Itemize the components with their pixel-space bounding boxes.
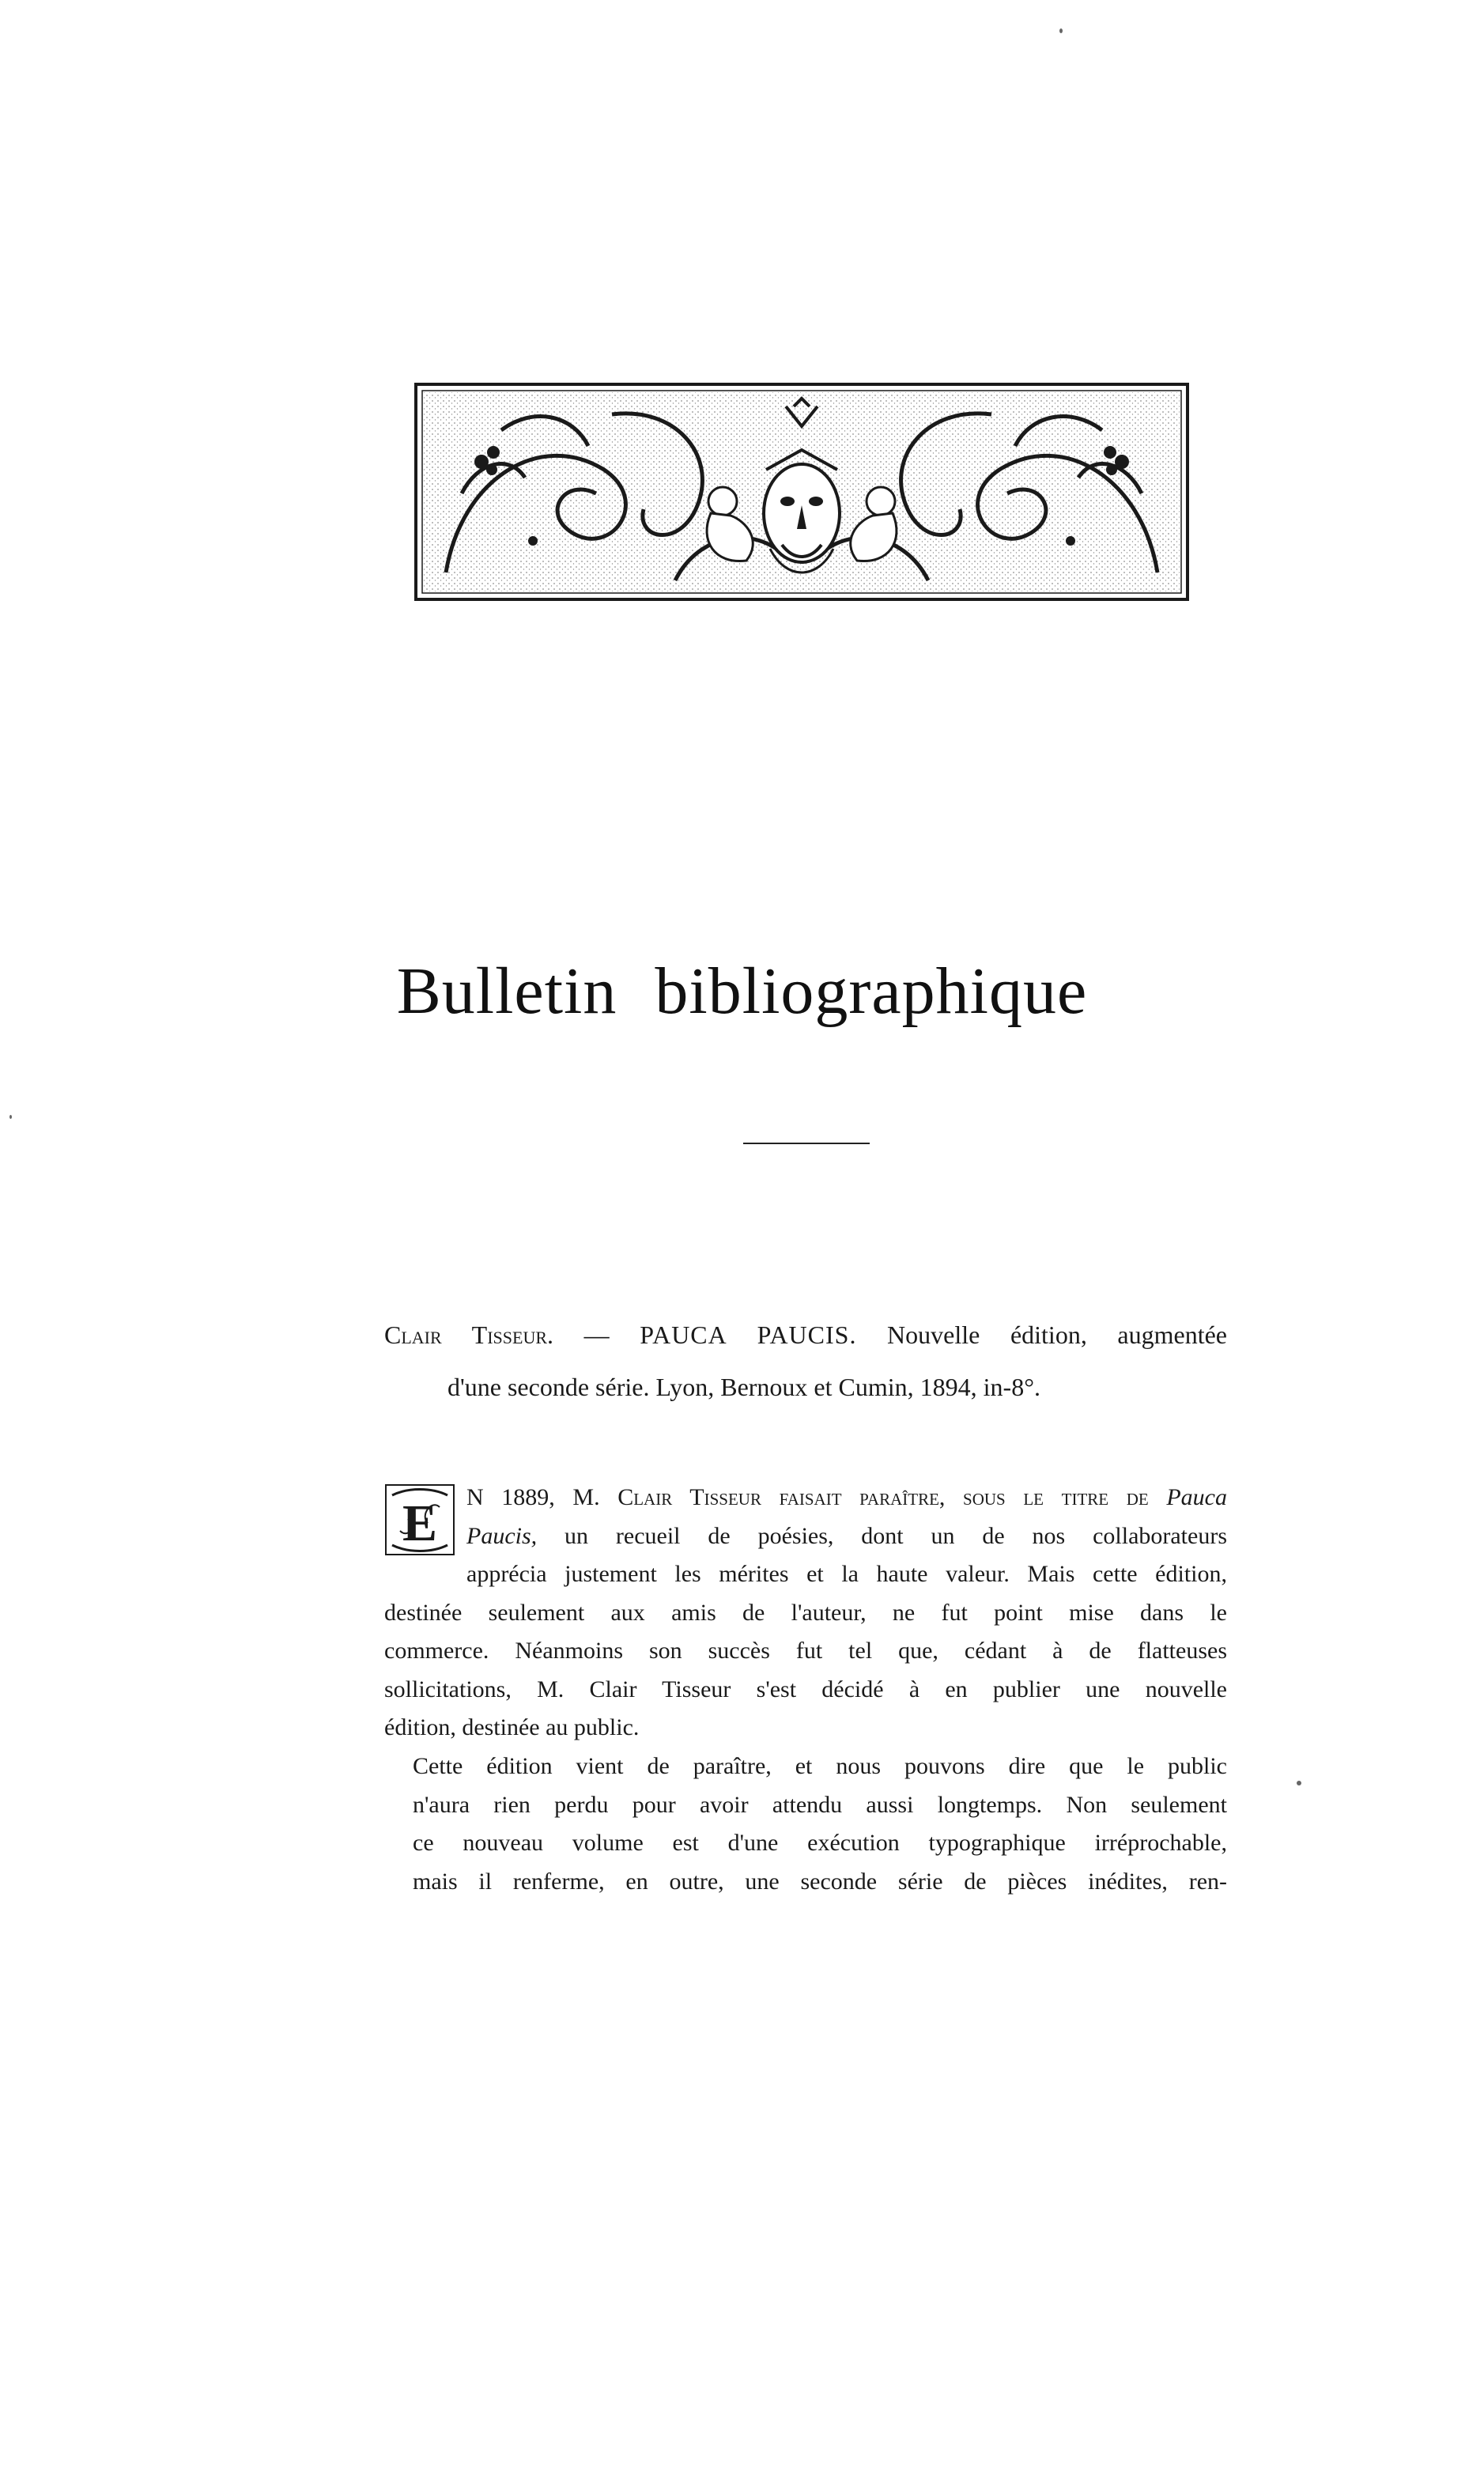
italic-paucis: Paucis, bbox=[466, 1522, 538, 1549]
review-paragraph-1 bbox=[384, 1479, 1227, 1748]
svg-text:E: E bbox=[402, 1494, 438, 1552]
para2-line-3: ce nouveau volume est d'une exécution typographique irréprochable, bbox=[413, 1830, 1227, 1856]
para1-line-5: commerce. Néanmoins son succès fut tel que, cédant à de flatteuses bbox=[384, 1638, 1227, 1664]
para1-line-6: sollicitations, M. Clair Tisseur s'est décidé à en publier une nouvelle bbox=[384, 1676, 1227, 1702]
title-word-2: bibliographique bbox=[655, 954, 1088, 1028]
para2-line-4: mais il renferme, en outre, une seconde série de pièces inédites, ren- bbox=[413, 1868, 1227, 1895]
para1-line-1: N 1889, M. Clair Tisseur faisait paraître, sous le titre de Pauca bbox=[466, 1484, 1227, 1510]
para1-line-7: édition, destinée au public. bbox=[384, 1714, 640, 1740]
entry-work-title: PAUCA PAUCIS. bbox=[640, 1321, 857, 1349]
headpiece-ornament-icon bbox=[414, 383, 1189, 601]
entry-author: Clair Tisseur. bbox=[384, 1321, 554, 1349]
para1-line-3: apprécia justement les mérites et la haute valeur. Mais cette édition, bbox=[466, 1561, 1227, 1587]
bibliographic-entry-line-2: d'une seconde série. Lyon, Bernoux et Cumin, 1894, in-8°. bbox=[447, 1373, 1040, 1401]
title-word-1: Bulletin bbox=[396, 954, 617, 1028]
italic-pauca: Pauca bbox=[1166, 1484, 1227, 1510]
title-rule-divider bbox=[743, 1143, 870, 1144]
para2-line-1: Cette édition vient de paraître, et nous pouvons dire que le public bbox=[413, 1753, 1227, 1779]
para2-line-2: n'aura rien perdu pour avoir attendu aussi longtemps. Non seulement bbox=[413, 1791, 1227, 1818]
para1-line-4: destinée seulement aux amis de l'auteur, ne fut point mise dans le bbox=[384, 1599, 1227, 1626]
entry-line1-rest: Nouvelle édition, augmentée bbox=[887, 1321, 1227, 1349]
para1-line-2: Paucis, un recueil de poésies, dont un de nos collaborateurs bbox=[466, 1522, 1228, 1549]
bibliographic-entry-line-1 bbox=[384, 1309, 1227, 1361]
page-title bbox=[0, 953, 1484, 1030]
review-paragraph-2 bbox=[384, 1748, 1227, 1901]
dropcap-e-icon bbox=[384, 1483, 455, 1556]
scan-speck bbox=[1297, 1781, 1301, 1785]
scan-speck bbox=[9, 1115, 12, 1119]
entry-dash: — bbox=[583, 1321, 610, 1349]
scan-speck bbox=[1059, 28, 1063, 33]
